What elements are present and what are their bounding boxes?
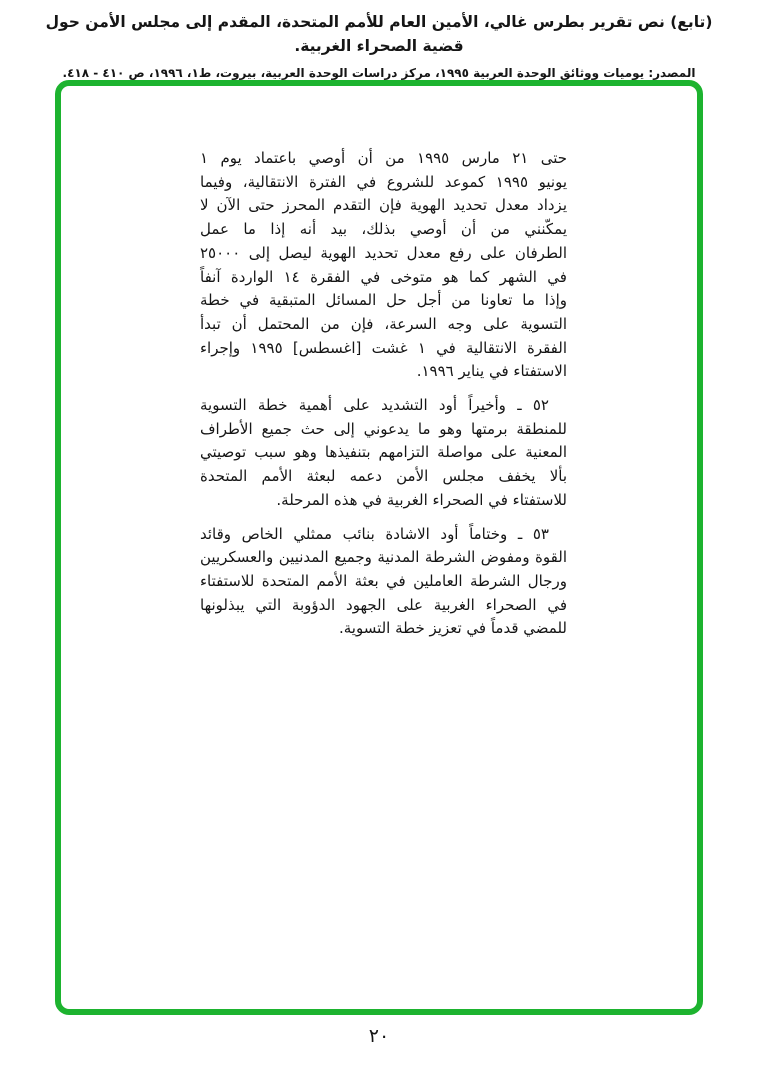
text-line: يونيو ١٩٩٥ كموعد للشروع في الفترة الانتقالية، وفيما [200,172,567,191]
text-line: التسوية على وجه السرعة، فإن من المحتمل أن تبدأ [200,314,567,333]
paragraph [200,147,567,384]
paragraph [200,394,567,513]
text-line: الفقرة الانتقالية في ١ غشت [اغسطس] ١٩٩٥ وإجراء [200,338,568,357]
text-line: بألا يخفف مجلس الأمن دعمه لبعثة الأمم المتحدة [200,467,567,486]
text-line: الطرفان على رفع معدل تحديد الهوية ليصل إلى ٢٥٠٠٠ [200,243,567,262]
text-line: في الشهر كما هو متوخى في الفقرة ١٤ الواردة آنفاً [200,267,567,286]
text-line: ورجال الشرطة العاملين في بعثة الأمم المتحدة للاستفتاء [200,571,567,590]
text-line: يزداد معدل تحديد الهوية فإن التقدم المحرز حتى الآن لا [200,196,567,215]
text-line: وإذا ما تعاونا من أجل حل المسائل المتبقية في خطة [200,291,567,310]
text-line: ٥٣ ـ وختاماً أود الاشادة بنائب ممثلي الخاص وقائد [200,524,549,543]
document-title: (تابع) نص تقرير بطرس غالي، الأمين العام للأمم المتحدة، المقدم إلى مجلس الأمن حول قضية الصحراء الغربية. [45,13,713,55]
text-line: القوة ومفوض الشرطة المدنية وجميع المدنيين والعسكريين [200,548,567,567]
text-line: للمضي قدماً في تعزيز خطة التسوية. [338,619,567,638]
text-line: للمنطقة برمتها وهو ما يدعوني إلى حث جميع الأطراف [200,419,567,438]
text-line: المعنية على مواصلة التزامهم بتنفيذها وهو سبب توصيتي [200,443,567,462]
text-line: يمكّنني من أن أوصي بذلك، بيد أنه إذا ما عمل [200,220,567,239]
document-header [30,10,728,82]
paragraph [200,523,567,642]
text-line: في الصحراء الغربية على الجهود الدؤوبة التي يبذلونها [200,595,567,614]
body-text [200,147,567,641]
text-line: حتى ٢١ مارس ١٩٩٥ من أن أوصي باعتماد يوم ١ [200,149,567,167]
text-line: الاستفتاء في يناير ١٩٩٦. [416,362,567,381]
text-line: للاستفتاء في الصحراء الغربية في هذه المرحلة. [276,490,567,509]
document-source-citation: المصدر: يوميات ووثائق الوحدة العربية ١٩٩٥، مركز دراسات الوحدة العربية، بيروت، ط١، ١٩٩٦، ص ٤١٠ - ٤١٨. [62,66,696,80]
text-line: ٥٢ ـ وأخيراً أود التشديد على أهمية خطة التسوية [200,396,549,415]
page-number: ٢٠ [368,1025,390,1047]
